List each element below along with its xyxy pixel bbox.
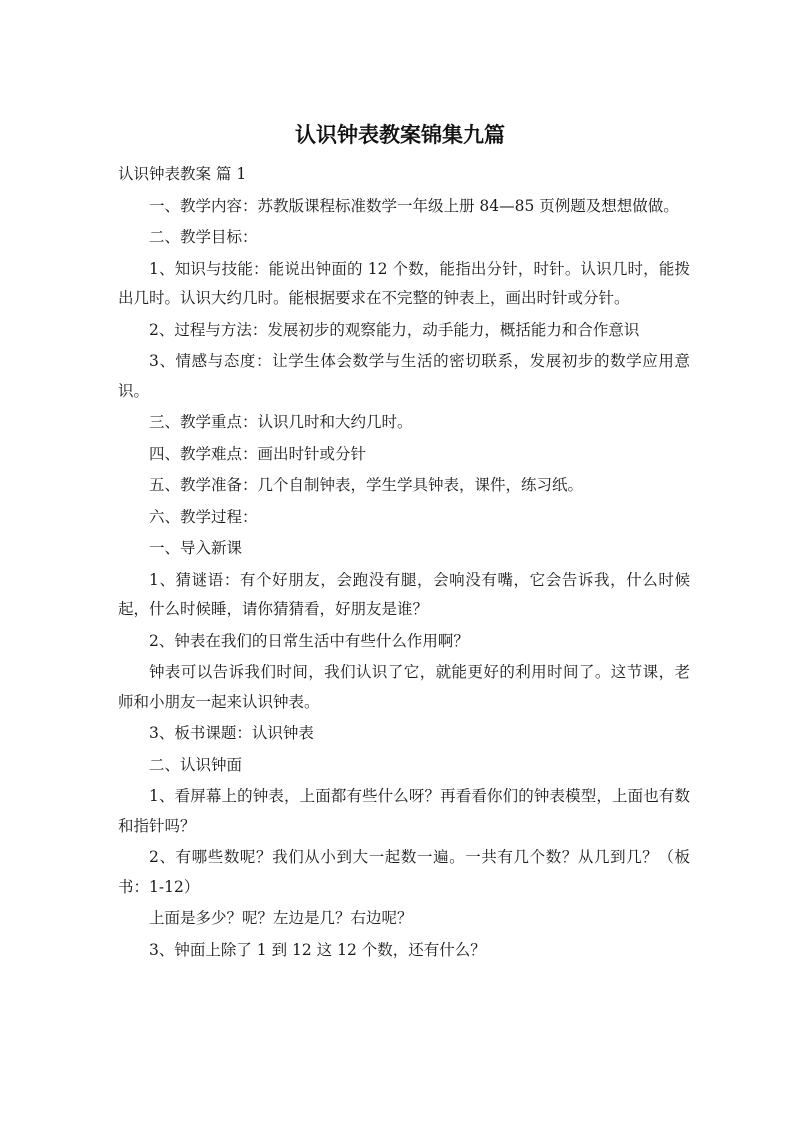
document-body xyxy=(118,160,690,967)
paragraph-knowledge-skills: 1、知识与技能：能说出钟面的 12 个数，能指出分针，时针。认识几时，能拨出几时。认识大约几时。能根据要求在不完整的钟表上，画出时针或分针。 xyxy=(118,259,690,307)
paragraph-difficult-points: 四、教学难点：画出时针或分针 xyxy=(149,444,367,463)
paragraph-riddle: 1、猜谜语：有个好朋友，会跑没有腿，会响没有嘴，它会告诉我，什么时候起，什么时候睡，请你猜猜看，好朋友是谁？ xyxy=(118,570,690,618)
paragraph-board-title: 3、板书课题：认识钟表 xyxy=(149,724,314,742)
paragraph-count-numbers: 2、有哪些数呢？我们从小到大一起数一遍。一共有几个数？从几到几？（板书：1-12） xyxy=(118,848,690,896)
paragraph-intro-heading: 一、导入新课 xyxy=(149,539,243,557)
paragraph-clock-face-heading: 二、认识钟面 xyxy=(149,755,243,774)
paragraph-clock-tells-time: 钟表可以告诉我们时间，我们认识了它，就能更好的利用时间了。这节课，老师和小朋友一起来认识钟表。 xyxy=(118,663,690,711)
paragraph-preparation: 五、教学准备：几个自制钟表，学生学具钟表，课件，练习纸。 xyxy=(149,476,584,494)
paragraph-process-heading: 六、教学过程： xyxy=(149,507,258,526)
paragraph-key-points: 三、教学重点：认识几时和大约几时。 xyxy=(149,413,413,431)
paragraph-process-method: 2、过程与方法：发展初步的观察能力，动手能力，概括能力和合作意识 xyxy=(149,320,640,339)
section-heading: 认识钟表教案 篇 1 xyxy=(118,165,247,183)
paragraph-teaching-content: 一、教学内容：苏教版课程标准数学一年级上册 84—85 页例题及想想做做。 xyxy=(149,196,679,215)
paragraph-clock-use-question: 2、钟表在我们的日常生活中有些什么作用啊？ xyxy=(149,631,469,650)
paragraph-top-left-right: 上面是多少？呢？左边是几？右边呢？ xyxy=(149,909,413,927)
paragraph-teaching-goals-heading: 二、教学目标： xyxy=(149,228,258,246)
paragraph-besides-numbers: 3、钟面上除了 1 到 12 这 12 个数，还有什么？ xyxy=(149,940,486,959)
paragraph-emotion-attitude: 3、情感与态度：让学生体会数学与生活的密切联系，发展初步的数学应用意识。 xyxy=(118,352,690,400)
paragraph-screen-clock: 1、看屏幕上的钟表，上面都有些什么呀？再看看你们的钟表模型，上面也有数和指针吗？ xyxy=(118,787,690,835)
document-title: 认识钟表教案锦集九篇 xyxy=(295,123,505,147)
